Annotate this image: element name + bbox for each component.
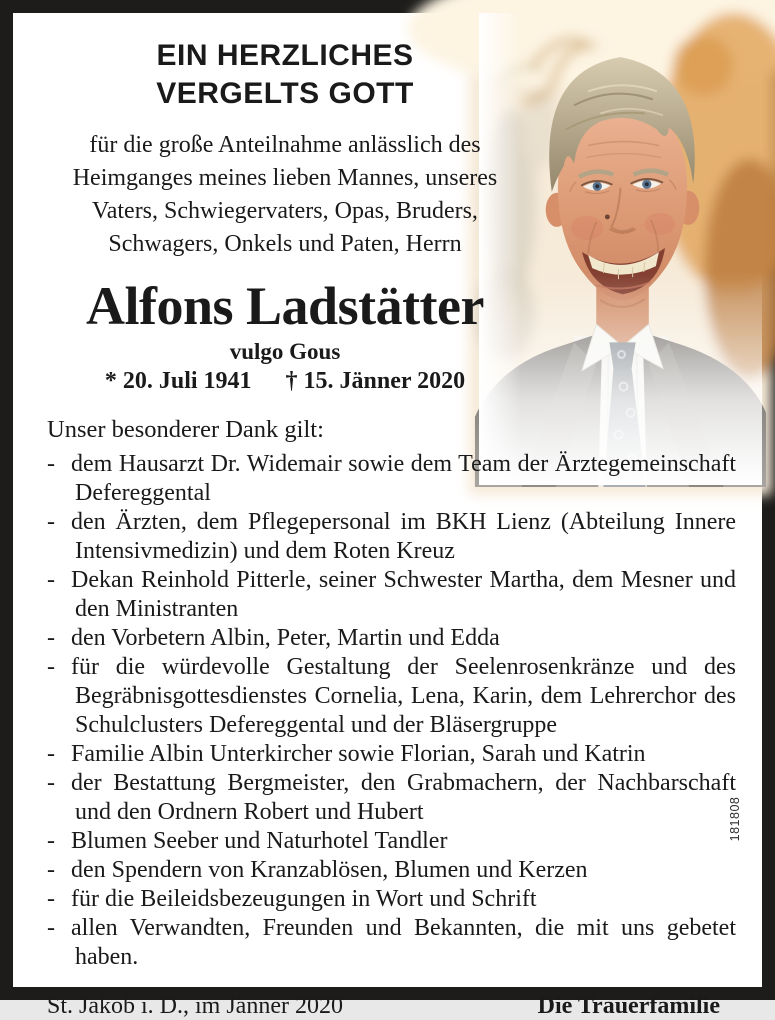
thanks-item: - den Vorbetern Albin, Peter, Martin und Edda [47, 624, 736, 653]
thanks-list [47, 450, 736, 972]
notice-content [13, 13, 762, 1020]
death-date: † 15. Jänner 2020 [285, 368, 466, 394]
footer [47, 992, 736, 1020]
deceased-name: Alfons Ladstätter [86, 276, 484, 336]
intro-text: für die große Anteilnahme anlässlich des Heimganges meines lieben Mannes, unseres Vaters, Schwiegervaters, Opas, Bruders, Schwagers, Onkels und Paten, Herrn [72, 132, 498, 257]
thanks-item: - für die Beileidsbezeugungen in Wort und Schrift [47, 885, 736, 914]
birth-date: * 20. Juli 1941 [104, 368, 252, 394]
reference-number: 181808 [728, 796, 742, 842]
place-date: St. Jakob i. D., im Jänner 2020 [47, 993, 343, 1019]
family-signature: Die Trauerfamilie [537, 993, 720, 1019]
headline-line-2: VERGELTS GOTT [156, 77, 414, 110]
header-block [47, 37, 523, 395]
vulgo-name: vulgo Gous [229, 339, 341, 364]
headline [47, 37, 523, 113]
headline-line-1: EIN HERZLICHES [156, 39, 414, 72]
life-dates [47, 367, 523, 395]
thanks-item: - den Ärzten, dem Pflegepersonal im BKH Lienz (Abteilung Innere Intensivmedizin) und dem Roten Kreuz [47, 508, 736, 566]
thanks-item: - für die würdevolle Gestaltung der Seelenrosenkränze und des Begräbnisgottesdienstes Cornelia, Lena, Karin, dem Lehrerchor des Schulclusters Defereggental und der Bläsergruppe [47, 653, 736, 740]
thanks-item: - allen Verwandten, Freunden und Bekannten, die mit uns gebetet haben. [47, 914, 736, 972]
thanks-intro: Unser besonderer Dank gilt: [47, 416, 324, 443]
thanks-item: - Familie Albin Unterkircher sowie Florian, Sarah und Katrin [47, 740, 736, 769]
thanks-item: - Blumen Seeber und Naturhotel Tandler [47, 827, 736, 856]
thanks-item: - dem Hausarzt Dr. Widemair sowie dem Team der Ärztegemeinschaft Defereggental [47, 450, 736, 508]
thanks-item: - der Bestattung Bergmeister, den Grabmachern, der Nachbarschaft und den Ordnern Robert und Hubert [47, 769, 736, 827]
thanks-item: - den Spendern von Kranzablösen, Blumen und Kerzen [47, 856, 736, 885]
thanks-item: - Dekan Reinhold Pitterle, seiner Schwester Martha, dem Mesner und den Ministranten [47, 566, 736, 624]
